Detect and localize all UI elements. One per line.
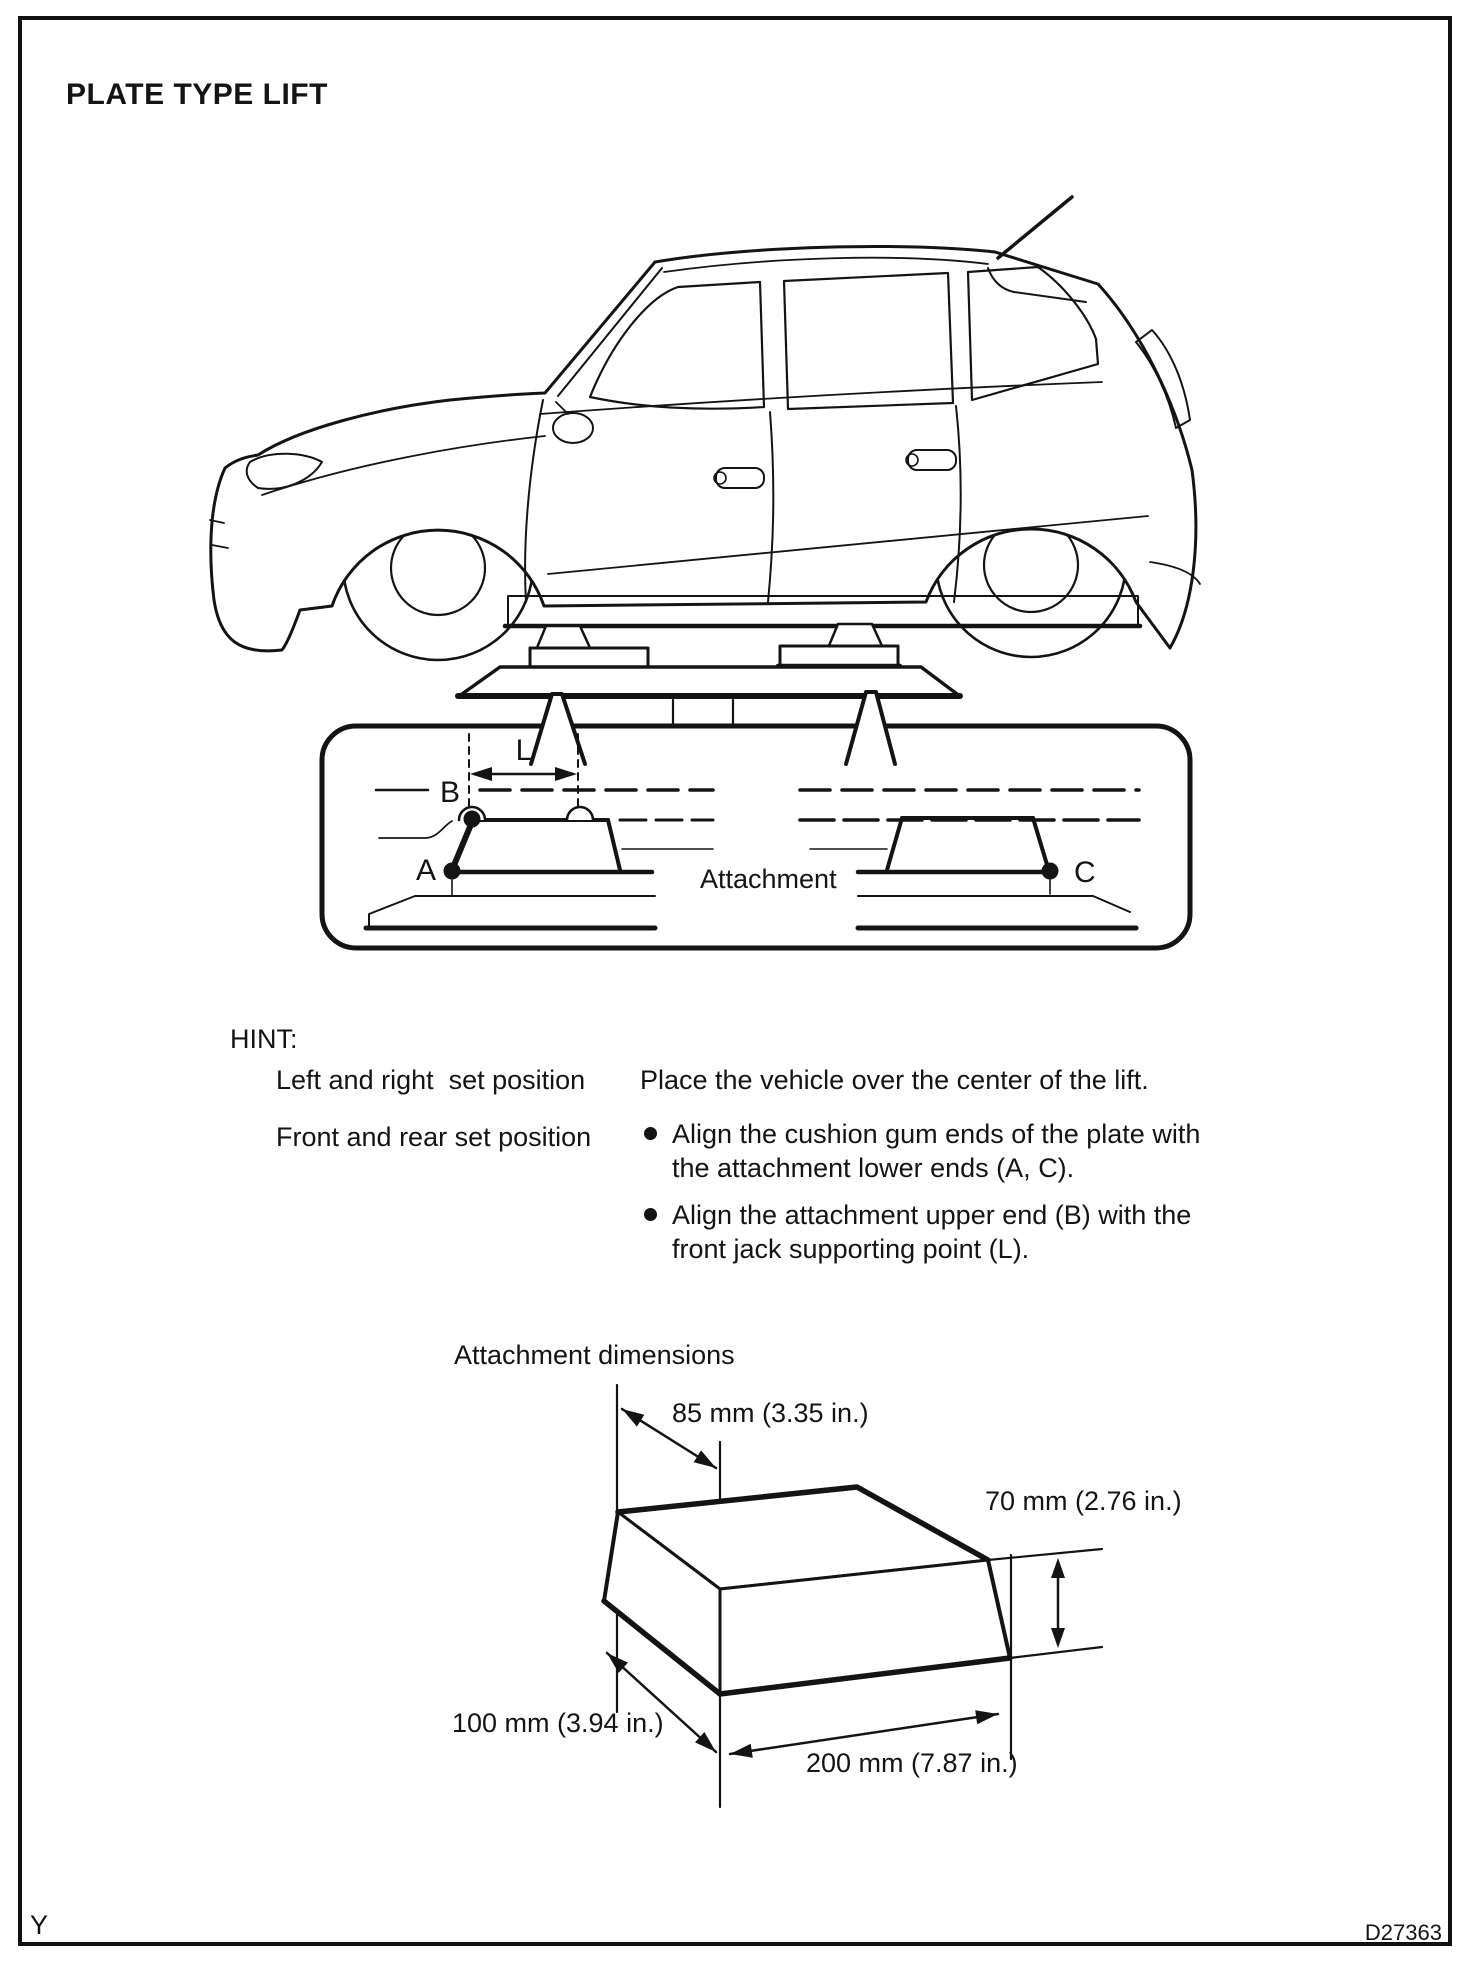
hint-desc-left-right: Place the vehicle over the center of the lift.	[640, 1065, 1149, 1095]
point-b-dot	[464, 811, 481, 828]
callout-box	[322, 726, 1190, 948]
dimensions-title: Attachment dimensions	[454, 1340, 735, 1370]
arrowhead	[694, 1450, 716, 1468]
rear-attachment-pad	[780, 646, 898, 666]
arrowhead	[622, 1409, 644, 1427]
hint-bullet-1: Align the cushion gum ends of the plate with the attachment lower ends (A, C).	[672, 1119, 1208, 1183]
front-attachment-pad	[530, 648, 648, 668]
footer-page-mark: Y	[30, 1910, 49, 1940]
page-title: PLATE TYPE LIFT	[66, 78, 328, 111]
label-c: C	[1074, 856, 1096, 889]
hint-bullet-2: Align the attachment upper end (B) with the front jack supporting point (L).	[672, 1200, 1199, 1264]
lift-plate	[462, 667, 957, 694]
dim-85mm: 85 mm (3.35 in.)	[672, 1398, 869, 1428]
figure-number: D27363	[1364, 1920, 1442, 1945]
dim-70mm: 70 mm (2.76 in.)	[985, 1486, 1182, 1516]
hint-heading: HINT:	[230, 1024, 298, 1054]
arrowhead	[1051, 1628, 1065, 1648]
attachment-label: Attachment	[700, 864, 837, 894]
hint-term-front-rear: Front and rear set position	[276, 1122, 592, 1152]
attachment-block	[604, 1487, 1010, 1694]
bullet-icon	[644, 1208, 657, 1221]
arrowhead	[975, 1710, 998, 1724]
side-mirror	[553, 413, 593, 443]
car-body-outline	[211, 247, 1196, 651]
dim-200mm: 200 mm (7.87 in.)	[806, 1748, 1018, 1778]
point-c-dot	[1042, 863, 1059, 880]
arrowhead	[730, 1744, 753, 1758]
lift-figure	[90, 160, 1310, 970]
arrowhead	[1051, 1558, 1065, 1578]
front-attachment-pedestal	[536, 626, 591, 650]
antenna	[998, 197, 1072, 258]
point-a-dot	[444, 863, 461, 880]
vehicle-illustration	[210, 197, 1200, 660]
bullet-icon	[644, 1127, 657, 1140]
hint-term-left-right: Left and right set position	[276, 1065, 586, 1095]
rear-attachment-pedestal	[828, 624, 883, 648]
label-a: A	[415, 854, 436, 887]
label-l: L	[515, 734, 533, 767]
label-b: B	[439, 776, 460, 809]
dim-100mm: 100 mm (3.94 in.)	[452, 1708, 664, 1738]
attachment-detail-callout	[322, 692, 1190, 948]
